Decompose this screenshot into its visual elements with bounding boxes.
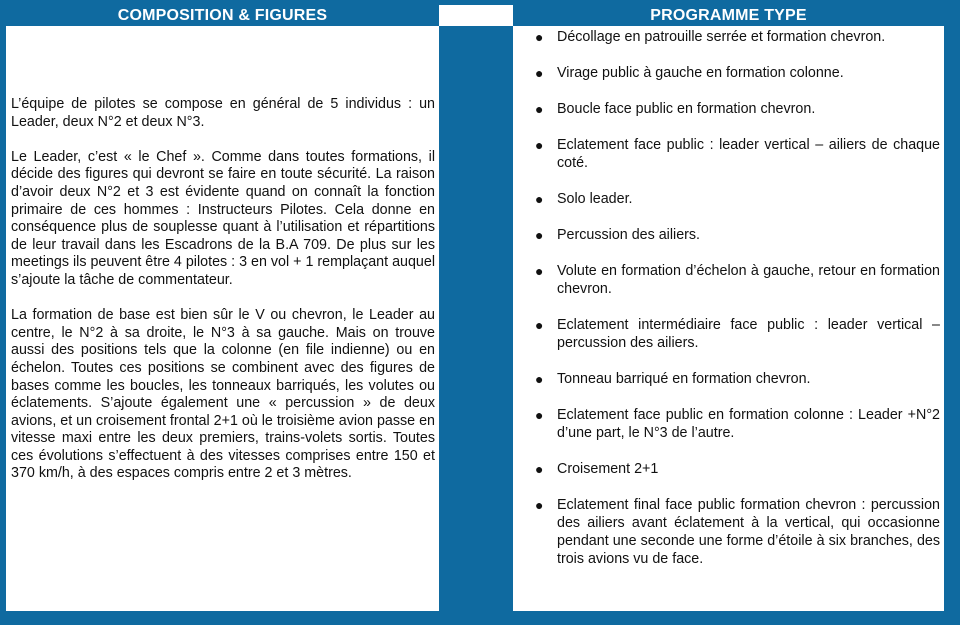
bullet-icon: ● (535, 497, 544, 513)
composition-header: COMPOSITION & FIGURES (6, 5, 439, 26)
list-item (531, 190, 940, 208)
bottom-border (0, 611, 960, 625)
list-item-text: Percussion des ailiers. (557, 227, 701, 243)
list-item (531, 316, 940, 352)
composition-paragraph: Le Leader, c’est « le Chef ». Comme dans toutes formations, il décide des figures qui devront se faire en toute sécurité. La raison d’avoir deux N°2 et 3 est évidente quand on connaît la fonction primaire de ces hommes : Instructeurs Pilotes. Cela donne en conséquence plus de souplesse quant à l’utilisation et répartitions de leur travail dans les Escadrons de la B.A 709. De plus sur les meetings ils peuvent être 4 pilotes : 3 en vol + 1 remplaçant auquel s’ajoute la tâche de commentateur. (11, 148, 435, 288)
composition-paragraph: La formation de base est bien sûr le V ou chevron, le Leader au centre, le N°2 à sa droite, le N°3 à sa gauche. Mais on trouve aussi des positions tels que la colonne (en file indienne) ou en échelon. Toutes ces positions se combinent avec des figures de bases comme les boucles, les tonneaux barriqués, les volutes ou éclatements. S’ajoute également une « percussion » de deux avions, et un croisement frontal 2+1 où le troisième avion passe en vitesse maxi entre les deux premiers, trains-volets sortis. Toutes ces évolutions s’effectuent à des vitesses comprises entre 150 et 370 km/h, à des espaces compris entre 2 et 3 mètres. (11, 307, 435, 482)
list-item (531, 226, 940, 244)
header-gap (439, 5, 513, 26)
bullet-icon: ● (535, 101, 544, 117)
composition-paragraph: L’équipe de pilotes se compose en général de 5 individus : un Leader, deux N°2 et deux N°3. (11, 96, 435, 130)
list-item (531, 136, 940, 172)
list-item-text: Volute en formation d’échelon à gauche, retour en formation chevron. (557, 263, 940, 297)
list-item (531, 64, 940, 82)
left-border (0, 0, 6, 625)
list-item (531, 460, 940, 478)
bullet-icon: ● (535, 371, 544, 387)
bullet-icon: ● (535, 461, 544, 477)
bullet-icon: ● (535, 407, 544, 423)
bullet-icon: ● (535, 137, 544, 153)
list-item-text: Eclatement final face public formation chevron : percussion des ailiers avant éclatement à la vertical, qui occasionne pendant une seconde une forme d’étoile à six branches, des trois avions vu de face. (557, 497, 940, 567)
list-item (531, 496, 940, 568)
programme-list-container (531, 28, 940, 586)
list-item-text: Eclatement intermédiaire face public : leader vertical – percussion des ailiers. (557, 317, 940, 351)
programme-list (531, 28, 940, 568)
programme-header: PROGRAMME TYPE (513, 5, 944, 26)
list-item (531, 100, 940, 118)
list-item (531, 370, 940, 388)
column-divider (439, 26, 513, 611)
bullet-icon: ● (535, 191, 544, 207)
list-item-text: Boucle face public en formation chevron. (557, 101, 816, 117)
list-item-text: Solo leader. (557, 191, 633, 207)
bullet-icon: ● (535, 263, 544, 279)
right-border (944, 0, 960, 625)
bullet-icon: ● (535, 65, 544, 81)
bullet-icon: ● (535, 317, 544, 333)
list-item-text: Virage public à gauche en formation colonne. (557, 65, 844, 81)
composition-text (11, 96, 435, 501)
list-item-text: Eclatement face public en formation colonne : Leader +N°2 d’une part, le N°3 de l’autre. (557, 407, 940, 441)
list-item (531, 406, 940, 442)
list-item (531, 28, 940, 46)
bullet-icon: ● (535, 227, 544, 243)
bullet-icon: ● (535, 29, 544, 45)
list-item-text: Décollage en patrouille serrée et formation chevron. (557, 29, 886, 45)
list-item (531, 262, 940, 298)
list-item-text: Croisement 2+1 (557, 461, 659, 477)
list-item-text: Eclatement face public : leader vertical – ailiers de chaque coté. (557, 137, 940, 171)
list-item-text: Tonneau barriqué en formation chevron. (557, 371, 811, 387)
